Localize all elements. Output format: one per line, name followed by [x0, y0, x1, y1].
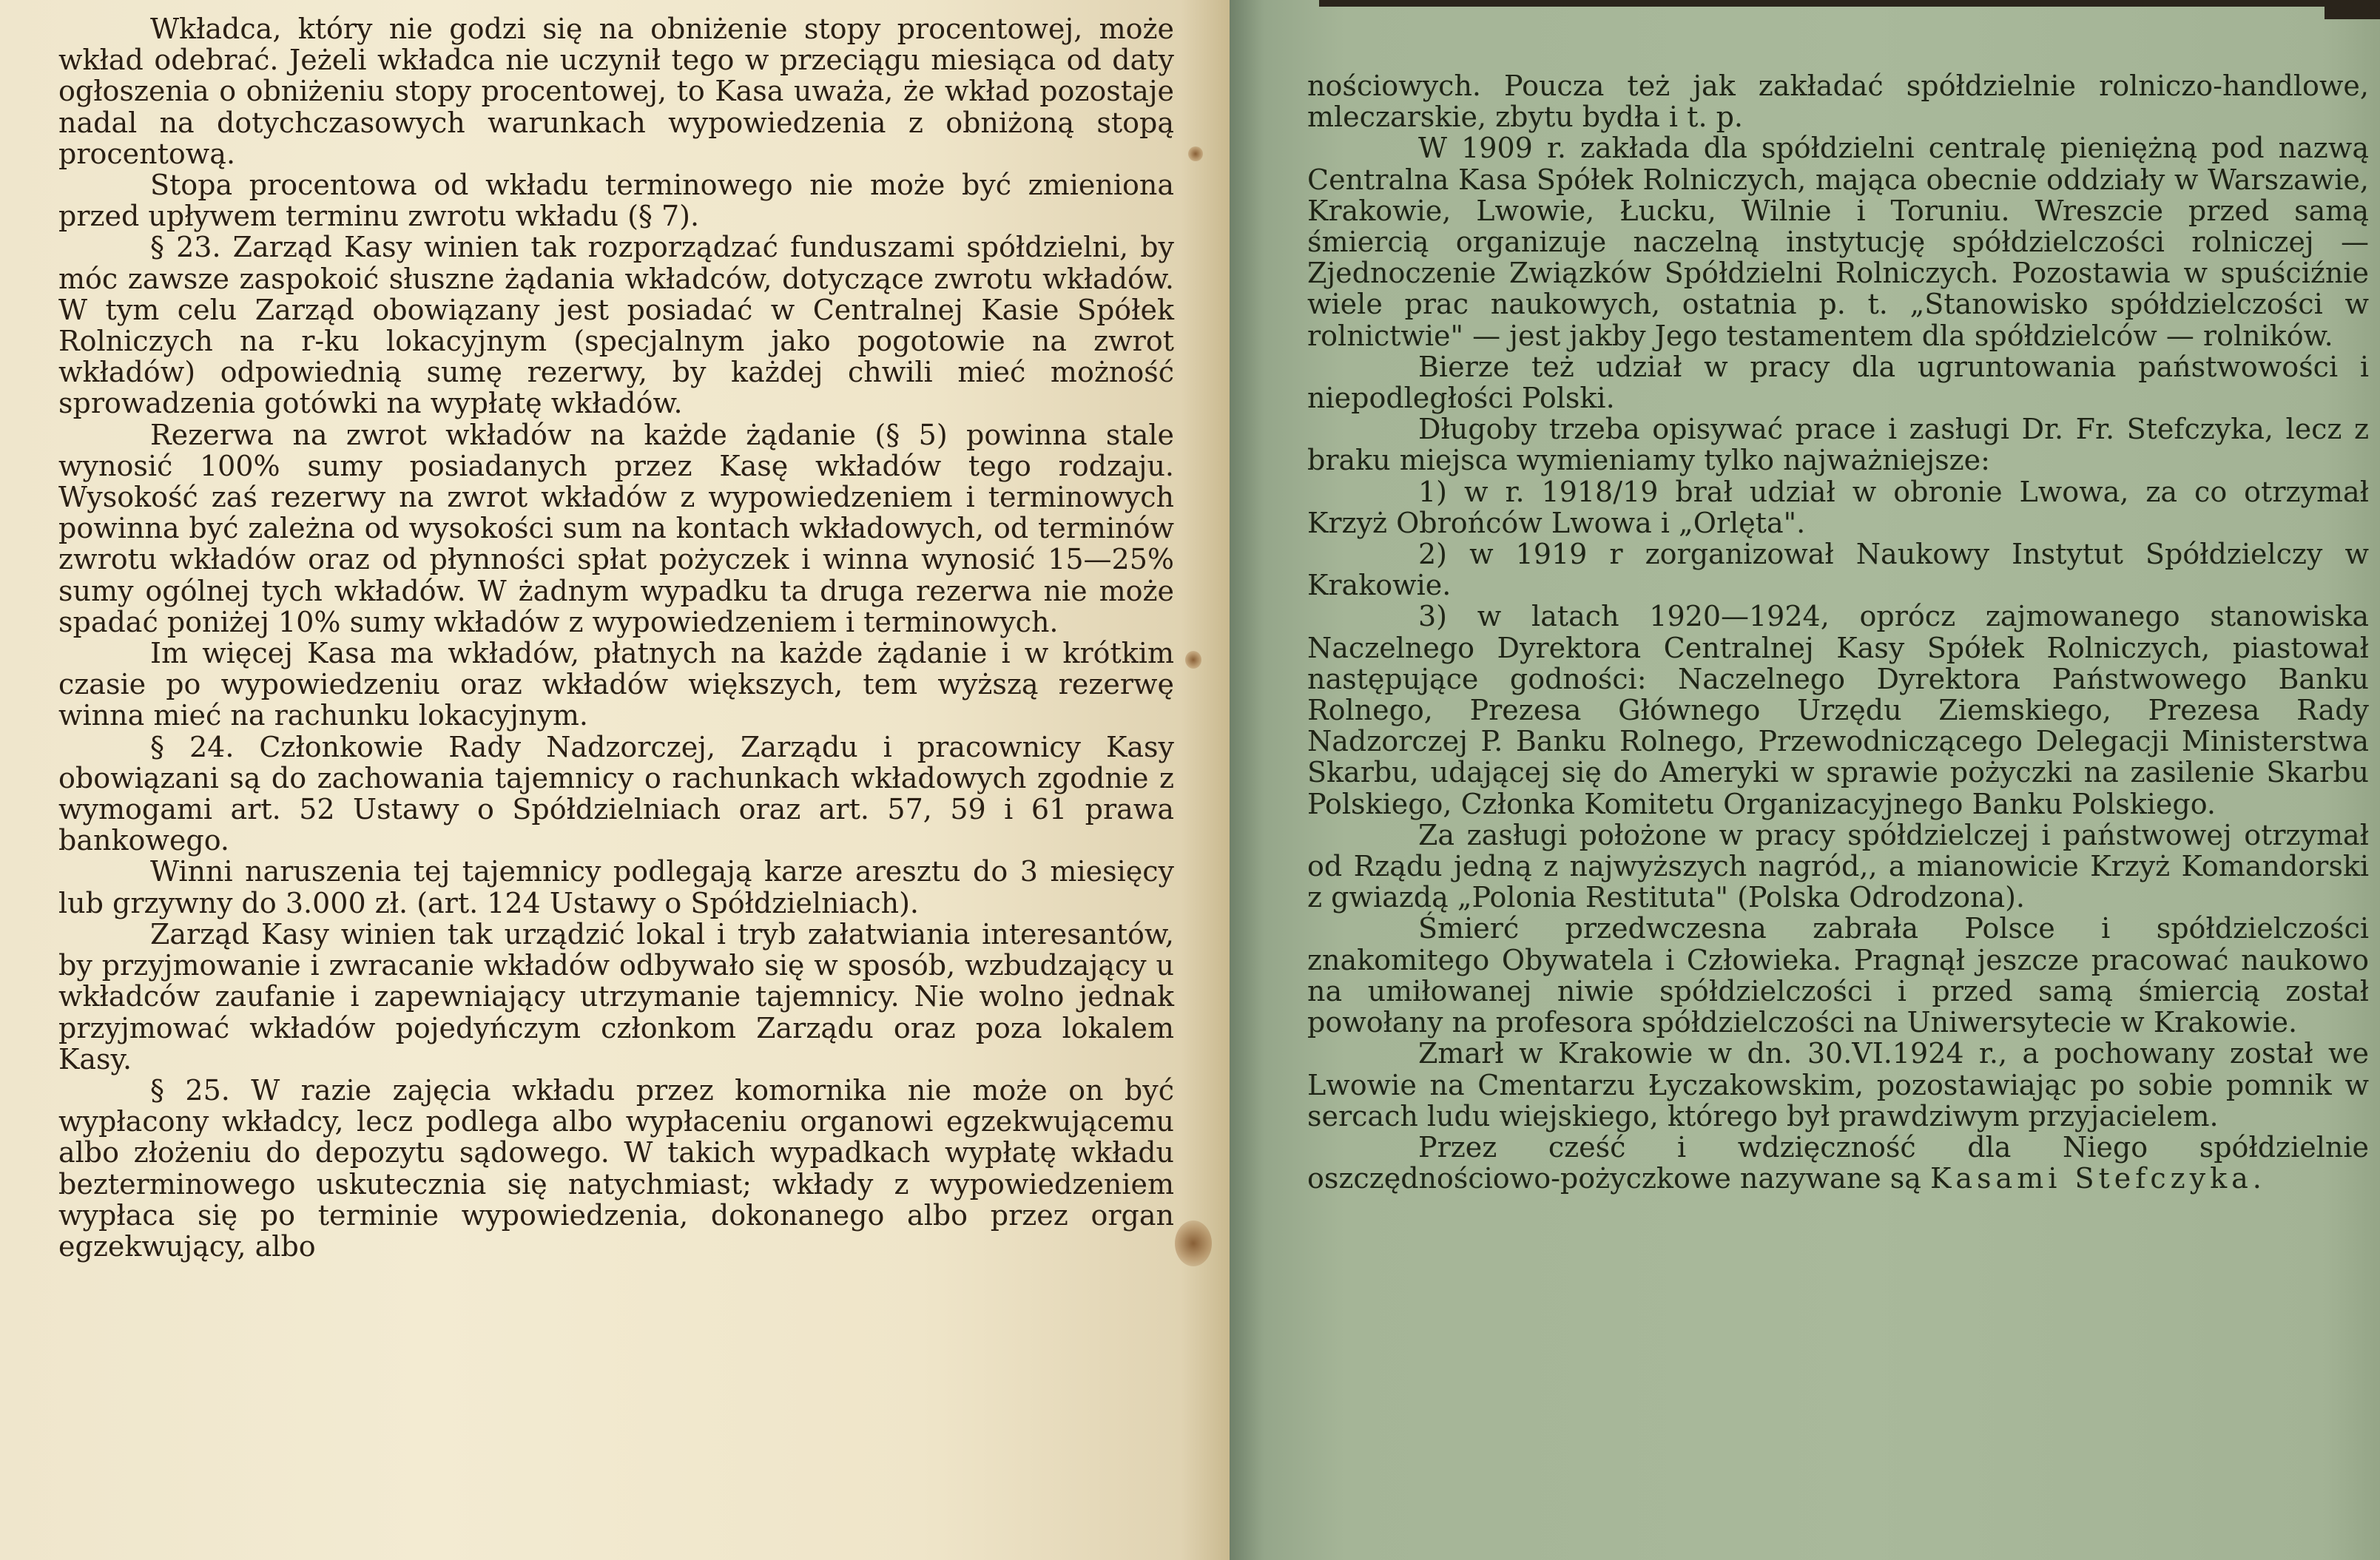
- left-page-text: [58, 13, 1174, 1262]
- right-paragraph-9: Śmierć przedwczesna zabrała Polsce i spółdzielczości znakomitego Obywatela i Człowieka. Pragnął jeszcze pracować naukowo na umiłowanej niwie spółdzielczości i przed samą śmiercią został powołany na profesora spółdzielczości na Uniwersytecie w Krakowie.: [1307, 912, 2369, 1039]
- left-paragraph-9: § 25. W razie zajęcia wkładu przez komornika nie może on być wypłacony wkładcy, lecz podlega albo wypłaceniu organowi egzekwującemu albo złożeniu do depozytu sądowego. W takich wypadkach wypłatę wkładu bezterminowego uskutecznia się natychmiast; wkłady z wypowiedzeniem wypłaca się po terminie wypowiedzenia, dokonanego albo przez organ egzekwujący, albo: [58, 1073, 1174, 1263]
- left-paragraph-5: Im więcej Kasa ma wkładów, płatnych na każde żądanie i w krótkim czasie po wypowiedzeniu oraz wkładów większych, tem wyższą rezerwę winna mieć na rachunku lokacyjnym.: [58, 637, 1174, 732]
- left-paragraph-1: Wkładca, który nie godzi się na obniżenie stopy procentowej, może wkład odebrać. Jeżeli wkładca nie uczynił tego w przeciągu miesiąca od daty ogłoszenia o obniżeniu stopy procentowej, to Kasa uważa, że wkład pozostaje nadal na dotychczasowych warunkach wypowiedzenia z obniżoną stopą procentową.: [58, 13, 1174, 170]
- right-paragraph-11: [1307, 1132, 2369, 1194]
- right-paragraph-7: 3) w latach 1920—1924, oprócz zajmowanego stanowiska Naczelnego Dyrektora Centralnej Kasy Spółek Rolniczych, piastował następujące godności: Naczelnego Dyrektora Państwowego Banku Rolnego, Prezesa Głównego Urzędu Ziemskiego, Prezesa Rady Nadzorczej P. Banku Rolnego, Przewodniczącego Delegacji Ministerstwa Skarbu, udającej się do Ameryki w sprawie pożyczki na zasilenie Skarbu Polskiego, Członka Komitetu Organizacyjnego Banku Polskiego.: [1307, 600, 2369, 820]
- page-top-rule-end: [2325, 0, 2380, 19]
- left-paragraph-7: Winni naruszenia tej tajemnicy podlegają karze aresztu do 3 miesięcy lub grzywny do 3.000 zł. (art. 124 Ustawy o Spółdzielniach).: [58, 855, 1174, 919]
- left-paragraph-8: Zarząd Kasy winien tak urządzić lokal i tryb załatwiania interesantów, by przyjmowanie i zwracanie wkładów odbywało się w sposób, wzbudzający u wkładców zaufanie i zapewniający utrzymanie tajemnicy. Nie wolno jednak przyjmować wkładów pojedyńczym członkom Zarządu oraz poza lokalem Kasy.: [58, 917, 1174, 1076]
- right-paragraph-11-text: Przez cześć i wdzięczność dla Niego spółdzielnie oszczędnościowo-pożyczkowe nazywane są: [1307, 1130, 2369, 1195]
- right-paragraph-6: 2) w 1919 r zorganizował Naukowy Instytut Spółdzielczy w Krakowie.: [1307, 538, 2369, 602]
- right-page: [1230, 0, 2380, 1560]
- left-paragraph-3: § 23. Zarząd Kasy winien tak rozporządzać funduszami spółdzielni, by móc zawsze zaspokoić słuszne żądania wkładców, dotyczące zwrotu wkładów. W tym celu Zarząd obowiązany jest posiadać w Centralnej Kasie Spółek Rolniczych na r-ku lokacyjnym (specjalnym jako pogotowie na zwrot wkładów) odpowiednią sumę rezerwy, by każdej chwili mieć możność sprowadzenia gotówki na wypłatę wkładów.: [58, 231, 1174, 420]
- paper-stain: [1175, 1220, 1212, 1266]
- right-paragraph-1: nościowych. Poucza też jak zakładać spółdzielnie rolniczo-handlowe, mleczarskie, zbytu bydła i t. p.: [1307, 70, 2369, 134]
- right-paragraph-5: 1) w r. 1918/19 brał udział w obronie Lwowa, za co otrzymał Krzyż Obrońców Lwowa i „Orlęta".: [1307, 475, 2369, 539]
- page-top-rule: [1319, 0, 2380, 7]
- left-paragraph-6: § 24. Członkowie Rady Nadzorczej, Zarządu i pracownicy Kasy obowiązani są do zachowania tajemnicy o rachunkach wkładowych zgodnie z wymogami art. 52 Ustawy o Spółdzielniach oraz art. 57, 59 i 61 prawa bankowego.: [58, 730, 1174, 857]
- paper-stain: [1185, 651, 1201, 669]
- right-paragraph-4: Długoby trzeba opisywać prace i zasługi Dr. Fr. Stefczyka, lecz z braku miejsca wymieniamy tylko najważniejsze:: [1307, 413, 2369, 477]
- right-paragraph-3: Bierze też udział w pracy dla ugruntowania państwowości i niepodległości Polski.: [1307, 350, 2369, 415]
- right-paragraph-8: Za zasługi położone w pracy spółdzielczej i państwowej otrzymał od Rządu jedną z najwyższych nagród,, a mianowicie Krzyż Komandorski z gwiazdą „Polonia Restituta" (Polska Odrodzona).: [1307, 818, 2369, 914]
- left-paragraph-2: Stopa procentowa od wkładu terminowego nie może być zmieniona przed upływem terminu zwrotu wkładu (§ 7).: [58, 169, 1174, 233]
- left-paragraph-4: Rezerwa na zwrot wkładów na każde żądanie (§ 5) powinna stale wynosić 100% sumy posiadanych przez Kasę wkładów tego rodzaju. Wysokość zaś rezerwy na zwrot wkładów z wypowiedzeniem i terminowych powinna być zależna od wysokości sum na kontach wkładowych, od terminów zwrotu wkładów oraz od płynności spłat pożyczek i winna wynosić 15—25% sumy ogólnej tych wkładów. W żadnym wypadku ta druga rezerwa nie może spadać poniżej 10% sumy wkładów z wypowiedzeniem i terminowych.: [58, 418, 1174, 638]
- kasy-stefczyka-phrase: Kasami Stefczyka.: [1930, 1162, 2266, 1195]
- right-paragraph-10: Zmarł w Krakowie w dn. 30.VI.1924 r., a pochowany został we Lwowie na Cmentarzu Łyczakowskim, pozostawiając po sobie pomnik w sercach ludu wiejskiego, którego był prawdziwym przyjacielem.: [1307, 1037, 2369, 1132]
- right-paragraph-2: W 1909 r. zakłada dla spółdzielni centralę pieniężną pod nazwą Centralna Kasa Spółek Rolniczych, mająca obecnie oddziały w Warszawie, Krakowie, Lwowie, Łucku, Wilnie i Toruniu. Wreszcie przed samą śmiercią organizuje naczelną instytucję spółdzielczości rolniczej — Zjednoczenie Związków Spółdzielni Rolniczych. Pozostawia w spuściźnie wiele prac naukowych, ostatnia p. t. „Stanowisko spółdzielczości w rolnictwie" — jest jakby Jego testamentem dla spółdzielców — rolników.: [1307, 132, 2369, 352]
- paper-stain: [1188, 146, 1203, 161]
- right-page-text: [1307, 70, 2369, 1194]
